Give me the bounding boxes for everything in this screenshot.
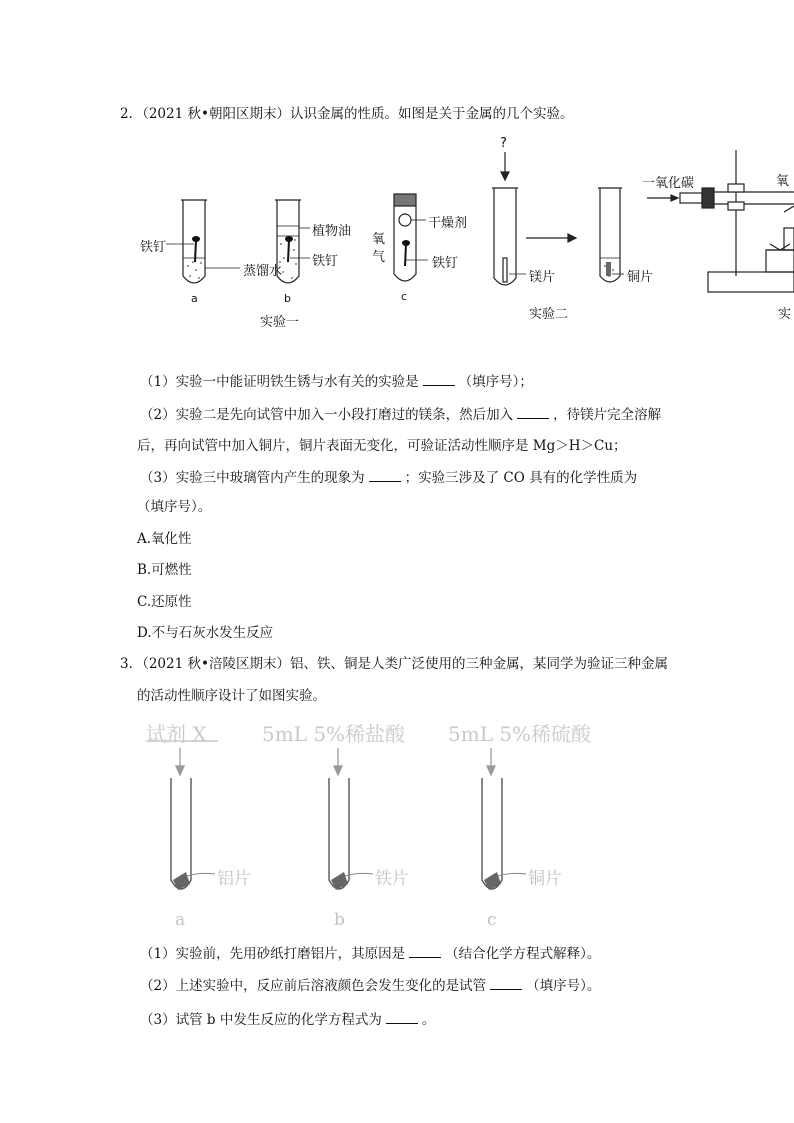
label-distilled-water: 蒸馏水 (243, 264, 283, 279)
label-oxygen-1: 氧 (372, 232, 386, 247)
q3-sub2: （2）上述实验中，反应前后溶液颜色会发生变化的是试管 （填序号）。 (140, 975, 600, 996)
label-mg-strip: 镁片 (529, 270, 556, 285)
q3-label-a: a (175, 910, 186, 930)
answer-blank[interactable] (490, 975, 522, 990)
q3-cu-piece (484, 872, 501, 890)
label-exp2: 实验二 (529, 307, 569, 322)
label-oxygen-2: 气 (372, 250, 386, 265)
q3-sub1: （1）实验前，先用砂纸打磨铝片，其原因是 （结合化学方程式解释）。 (140, 943, 600, 964)
q3-label-cu: 铜片 (528, 869, 562, 889)
label-question-mark: ? (500, 136, 507, 151)
label-iron-nail-c: 铁钉 (432, 256, 459, 271)
q3-intro-line2: 的活动性顺序设计了如图实验。 (137, 688, 326, 704)
label-co: 一氧化碳 (642, 176, 695, 191)
answer-blank[interactable] (386, 1009, 418, 1024)
label-exp3-partial: 实 (778, 307, 792, 322)
q3-al-piece (173, 872, 190, 890)
label-b: b (284, 292, 291, 305)
q2-intro: 2．（2021 秋•朝阳区期末）认识金属的性质。如图是关于金属的几个实验。 (120, 106, 574, 122)
q2-option-c: C.还原性 (137, 594, 192, 610)
q3-tube-b (329, 778, 349, 889)
q2-sub1: （1）实验一中能证明铁生锈与水有关的实验是 （填序号）； (140, 371, 533, 392)
q3-tube-c (482, 778, 502, 889)
label-oxygen-partial: 氧 (776, 174, 790, 189)
q3-fe-piece (331, 872, 348, 890)
q2-sub2-line2: 后，再向试管中加入铜片，铜片表面无变化，可验证活动性顺序是 Mg＞H＞Cu； (137, 438, 627, 454)
q2-sub3: （3）实验三中玻璃管内产生的现象为 ；实验三涉及了 CO 具有的化学性质为 (140, 467, 637, 488)
label-desiccant: 干燥剂 (428, 216, 468, 231)
label-exp1: 实验一 (260, 315, 300, 330)
q3-label-fe: 铁片 (375, 869, 409, 889)
q3-label-h2so4: 5mL 5%稀硫酸 (448, 722, 592, 746)
q2-option-d: D.不与石灰水发生反应 (137, 625, 274, 641)
label-iron-nail-b: 铁钉 (312, 254, 339, 269)
q3-intro-line1: 3．（2021 秋•涪陵区期末）铝、铁、铜是人类广泛使用的三种金属，某同学为验证三种金属 (120, 656, 668, 672)
q3-label-c: c (487, 910, 497, 930)
q3-label-reagent-x: 试剂 X (146, 722, 207, 746)
q3-label-hcl: 5mL 5%稀盐酸 (262, 722, 406, 746)
q2-sub2: （2）实验二是先向试管中加入一小段打磨过的镁条，然后加入 ，待镁片完全溶解 (140, 404, 661, 425)
q3-sub3: （3）试管 b 中发生反应的化学方程式为 。 (140, 1009, 435, 1030)
label-c: c (401, 290, 408, 303)
label-cu-strip: 铜片 (627, 270, 654, 285)
q3-label-al: 铝片 (217, 869, 251, 889)
q3-tube-a (171, 778, 191, 889)
answer-blank[interactable] (409, 943, 441, 958)
q2-sub3-line2: （填序号）。 (137, 499, 212, 515)
label-plant-oil: 植物油 (312, 224, 352, 239)
label-iron-nail-a: 铁钉 (140, 240, 167, 255)
label-a: a (191, 292, 198, 305)
q3-label-b: b (334, 910, 345, 930)
q2-option-a: A.氧化性 (137, 531, 192, 547)
q2-option-b: B.可燃性 (137, 562, 192, 578)
